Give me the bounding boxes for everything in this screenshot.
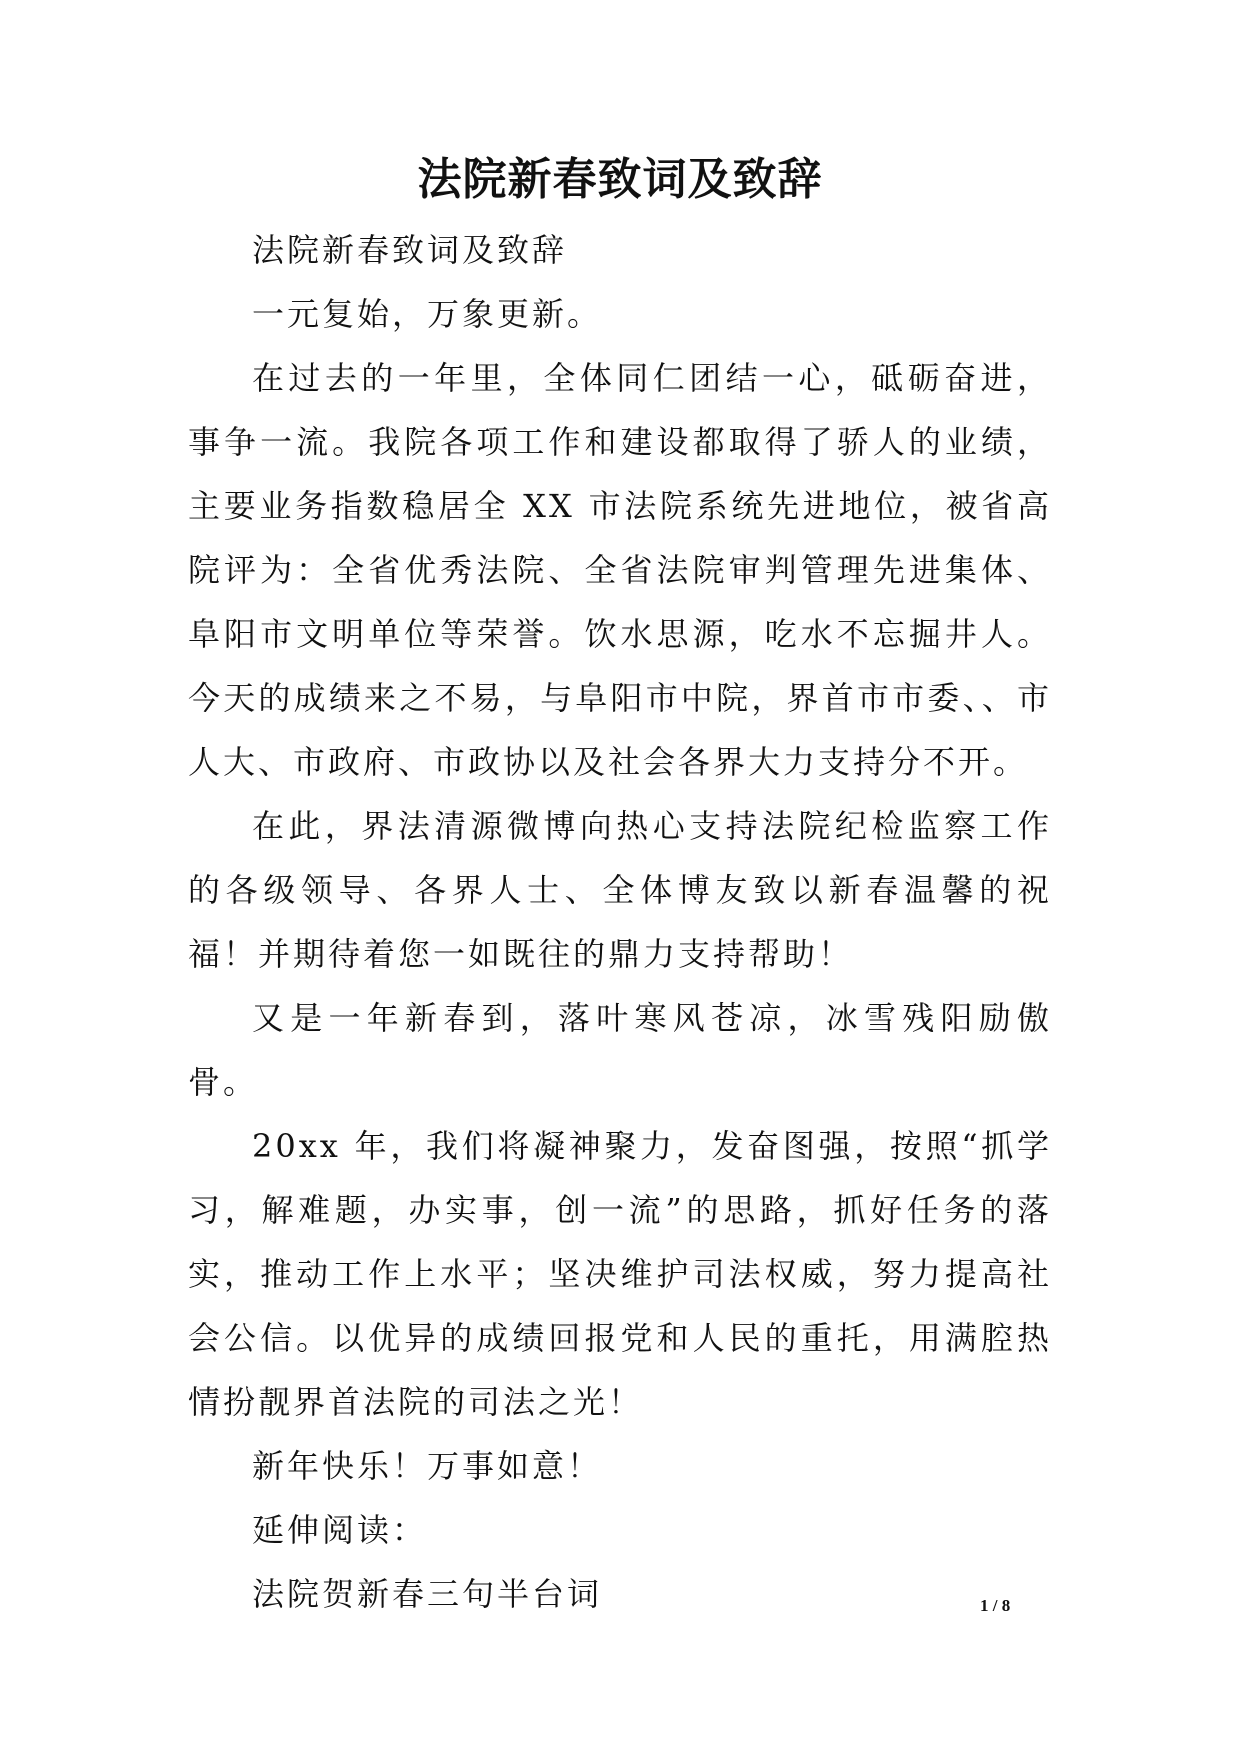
paragraph-plans: 20xx 年，我们将凝神聚力，发奋图强，按照“抓学习，解难题，办实事，创一流”的思路，抓好任务的落实，推动工作上水平；坚决维护司法权威，努力提高社会公信。以优异的成绩回报党和人民的重托，用满腔热情扮靓界首法院的司法之光！: [188, 1127, 1052, 1421]
page-number: 1 / 8: [980, 1596, 1011, 1615]
paragraph-greetings: 在此，界法清源微博向热心支持法院纪检监察工作的各级领导、各界人士、全体博友致以新春温馨的祝福！并期待着您一如既往的鼎力支持帮助！: [188, 807, 1052, 973]
paragraph-extended-reading: 延伸阅读：: [252, 1511, 428, 1549]
paragraph-achievements: 在过去的一年里，全体同仁团结一心，砥砺奋进，事争一流。我院各项工作和建设都取得了骄人的业绩，主要业务指数稳居全 XX 市法院系统先进地位，被省高院评为：全省优秀法院、全省法院审判管理先进集体、阜阳市文明单位等荣誉。饮水思源，吃水不忘掘井人。今天的成绩来之不易，与阜阳市中院，界首市市委、、市人大、市政府、市政协以及社会各界大力支持分不开。: [188, 359, 1052, 781]
paragraph-subtitle: 法院新春致词及致辞: [252, 231, 568, 269]
document-body: [188, 218, 1052, 1626]
paragraph-new-spring: 又是一年新春到，落叶寒风苍凉，冰雪残阳励傲骨。: [188, 999, 1052, 1101]
paragraph-wishes: 新年快乐！万事如意！: [252, 1447, 603, 1485]
paragraph-opening: 一元复始，万象更新。: [252, 295, 603, 333]
document-title: 法院新春致词及致辞: [417, 154, 823, 205]
paragraph-related-title: 法院贺新春三句半台词: [252, 1575, 603, 1613]
